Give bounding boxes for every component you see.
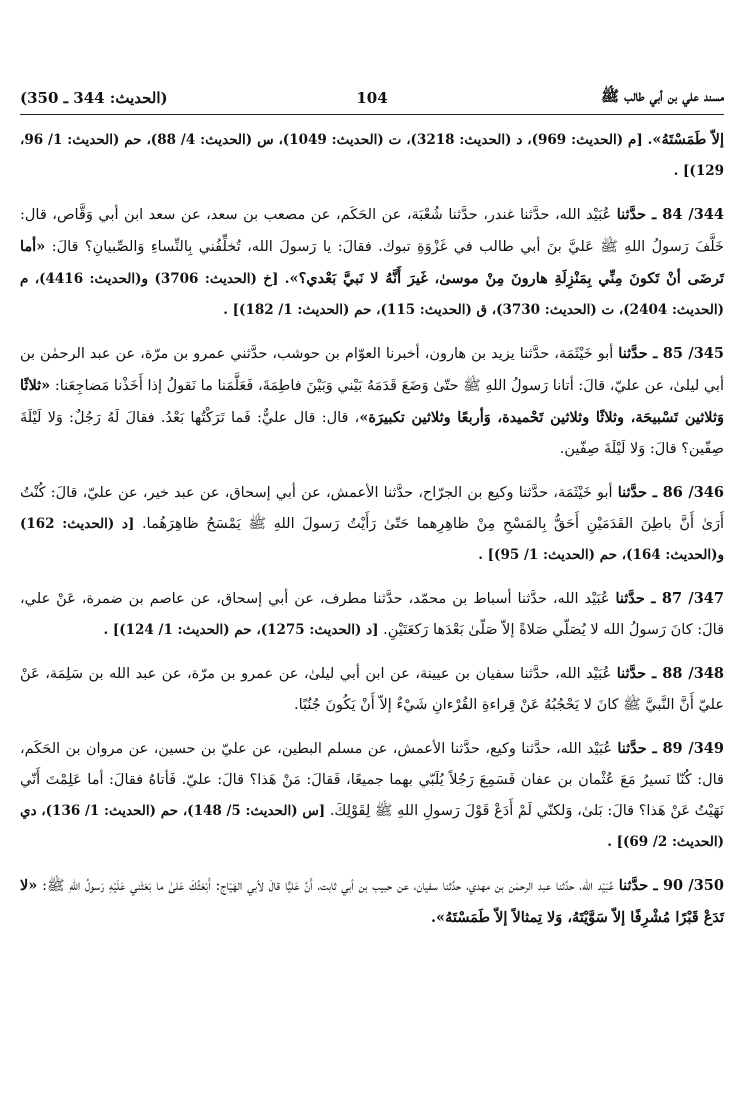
narration-text: ، قال: قال عليٌّ: فَما تَرَكْتُها بَعْدُ. فقالَ لَهُ رَجُلٌ: وَلا لَيْلَةَ صِفّين؟ قالَ: وَلا لَيْلَةَ صِفّين. <box>20 410 724 457</box>
header-book-title: مسند علي بن أبي طالب ﷺ <box>600 87 724 105</box>
hadith-number: 345/ 85 ـ حدَّثنا <box>618 345 724 362</box>
page-number: 104 <box>356 89 388 107</box>
citation: [س (الحديث: 5/ 148)، حم (الحديث: 1/ 136)، دي (الحديث: 2/ 69)] . <box>20 803 724 850</box>
hadith-number: 346/ 86 ـ حدَّثنا <box>617 484 724 501</box>
hadith-continuation <box>20 124 724 187</box>
paragraph <box>20 870 724 934</box>
hadith-347 <box>20 583 724 646</box>
isnad-text: أبو خَيْثَمَة، حدَّثنا يزيد بن هارون، أخبرنا العوّام بن حوشب، حدَّثني عمرو بن مرّة، عن عبد الرحمٰن بن أبي ليلىٰ، عن عليّ، قالَ: أتانا رَسولُ اللهِ ﷺ حتّىٰ وَضَعَ قَدَمَهُ بَيْني وَبَيْنَ فاطِمَةَ، فَعَلَّمَنا ما نَقولُ إذا أَخَذْنا مَضاجِعَنا: <box>20 346 724 394</box>
hadith-number: 347/ 87 ـ حدَّثنا <box>615 590 724 607</box>
paragraph <box>20 733 724 858</box>
matn-bold: إلاّ طَمَسْتَهُ» <box>652 131 724 148</box>
paragraph <box>20 124 724 187</box>
closing-period: . <box>430 909 436 926</box>
citation: . [م (الحديث: 969)، د (الحديث: 3218)، ت (الحديث: 1049)، س (الحديث: 4/ 88)، حم (الحديث: 1/ 96، 129)] . <box>20 132 724 179</box>
hadith-348 <box>20 658 724 721</box>
paragraph <box>20 199 724 326</box>
hadith-349 <box>20 733 724 858</box>
isnad-text: أبو خَيْثَمَة، حدَّثنا وكيع بن الجرّاح، حدَّثنا الأعمش، عن أبي إسحاق، عن عبد خير، عن عليّ، قالَ: كُنْتُ أَرَىٰ أَنَّ باطِنَ القَدَمَيْنِ أَحَقُّ بِالمَسْحِ مِنْ ظاهِرِهما حَتّىٰ رَأَيْتُ رَسولَ اللهِ ﷺ يَمْسَحُ ظاهِرَهُما. <box>20 485 725 532</box>
citation: [د (الحديث: 162) و(الحديث: 164)، حم (الحديث: 1/ 95)] . <box>20 516 724 563</box>
header-rule <box>20 114 724 115</box>
isnad-text: عُبَيْد الله، حدَّثنا وكيع، حدَّثنا الأعمش، عن مسلم البطين، عن عليّ بن حسين، عن مروان بن الحَكَم، قال: كُنّا نَسيرُ مَعَ عُثْمان بن عفان فَسَمِعَ رَجُلاً يُلَبّي بهما جميعًا، فَقالَ: مَنْ هَذا؟ قالَ: عليّ. فَأتاهُ فقالَ: أما عَلِمْتَ أَنّي نَهَيْتُ عَنْ هَذا؟ قالَ: بَلىٰ، وَلكنّي لَمْ أَدَعْ قَوْلَ رَسولِ اللهِ ﷺ لِقَوْلِكَ. <box>20 741 724 819</box>
hadith-number: 344/ 84 ـ حدَّثنا <box>616 206 724 223</box>
isnad-text: عُبَيْد الله، حدَّثنا غندر، حدَّثنا شُعْبَة، عن الحَكَم، عن مصعب بن سعد، عن سعد ابن أبي وَقَّاص، قال: خَلَّفَ رَسولُ اللهِ ﷺ عَليَّ بنَ أبي طالب في غَزْوَةِ تبوك. فقالَ: يا رَسولَ الله، تُخلِّفُني بِالنِّساءِ وَالصِّبيانِ؟ قالَ: <box>20 207 724 255</box>
matn-bold: «لا تَدَعْ قَبْرًا مُشْرِفًا إلاّ سَوَّيْتَهُ، وَلا تِمثالاً إلاّ طَمَسْتَهُ» <box>20 877 724 926</box>
paragraph <box>20 658 724 721</box>
running-header <box>20 84 724 112</box>
hadith-346 <box>20 477 724 571</box>
isnad-text: عُبَيْد الله، حدَّثنا أسباط بن محمّد، حدَّثنا مطرف، عن أبي إسحاق، عن عاصم بن ضمرة، عَنْ علي، قالَ: كانَ رَسولُ الله لا يُصَلّي صَلاةً إلاّ صَلّىٰ بَعْدَها رَكعَتَيْنِ. <box>20 591 724 638</box>
hadith-344 <box>20 199 724 326</box>
book-page <box>20 0 724 1105</box>
hadith-345 <box>20 338 724 465</box>
citation: . [خ (الحديث: 3706) و(الحديث: 4416)، م (الحديث: 2404)، ت (الحديث: 3730)، ق (الحديث: 115)، حم (الحديث: 1/ 182)] . <box>20 271 724 318</box>
isnad-text: عُبَيْد الله، حدَّثنا سفيان بن عيينة، عن ابن أبي ليلىٰ، عن عمرو بن مرّة، عن عبد الله بن سَلِمَة، عَنْ عليّ أَنَّ النَّبيَّ ﷺ كانَ لا يَحْجُبُهُ عَنْ قِراءةِ القُرْءانِ شَيْءٌ إلاّ أَنْ يَكُونَ جُنُبًا. <box>20 666 724 713</box>
matn-bold: «أما تَرضَى أنْ تَكونَ مِنِّي بِمَنْزِلَةِ هارونَ مِنْ موسىٰ، غَيرَ أَنَّهُ لا نَبيَّ بَعْدي؟» <box>20 238 725 287</box>
header-hadith-range: (الحديث: 344 ـ 350) <box>20 89 168 107</box>
hadith-number: 349/ 89 ـ حدَّثنا <box>617 740 724 757</box>
paragraph <box>20 338 724 465</box>
hadith-350 <box>20 870 724 934</box>
matn-bold: «ثلاثًا وَثلاثين تَسْبيحَة، وثلاثًا وثلاثين تَحْميدة، وَأربعًا وثلاثين تكبيرَة» <box>20 377 724 426</box>
paragraph <box>20 583 724 646</box>
hadith-number: 348/ 88 ـ حدَّثنا <box>616 665 724 682</box>
paragraph <box>20 477 724 571</box>
isnad-text: عُبَيْد الله، حدَّثنا عبد الرحمٰن بن مهدي، حدَّثنا سفيان، عن حبيب بن أبي ثابت، أَنَّ عَليًّا قالَ لأبي الهَيّاج: أَبْعَثُكَ عَلىٰ ما بَعَثَني عَلَيْهِ رَسولُ اللهِ ﷺ: <box>37 878 619 894</box>
citation: [د (الحديث: 1275)، حم (الحديث: 1/ 124)] . <box>103 622 379 638</box>
hadith-number: 350/ 90 ـ حدَّثنا <box>618 877 724 894</box>
page-body <box>20 124 724 946</box>
